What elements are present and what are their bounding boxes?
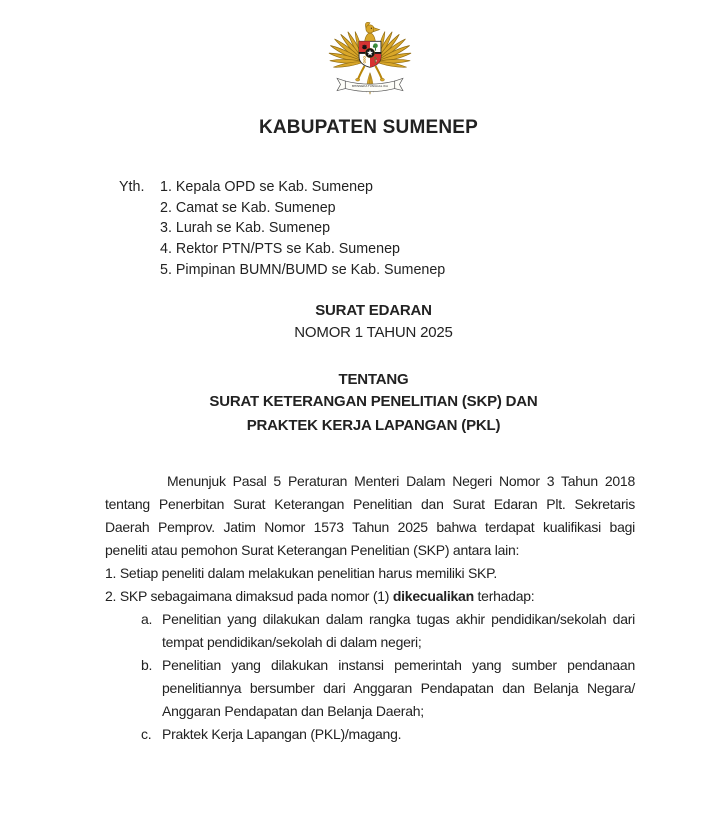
addressee-salutation: Yth.: [119, 179, 145, 195]
addressee-list: [160, 177, 445, 281]
addressee-item: 5. Pimpinan BUMN/BUMD se Kab. Sumenep: [160, 261, 446, 278]
subpoint-line: penelitiannya bersumber dari Anggaran Pendapatan dan Belanja Negara/: [162, 680, 635, 696]
subpoint-line: Penelitian yang dilakukan instansi pemerintah yang sumber pendanaan: [162, 657, 635, 673]
subpoint-line: Praktek Kerja Lapangan (PKL)/magang.: [162, 726, 402, 742]
subpoint-c: [105, 723, 635, 746]
point-2-suffix: terhadap:: [473, 588, 535, 604]
paragraph-line: tentang Penerbitan Surat Keterangan Penelitian dan Surat Edaran Plt. Sekretaris: [105, 496, 635, 512]
addressee-item: 4. Rektor PTN/PTS se Kab. Sumenep: [160, 241, 400, 258]
addressee-block: [119, 177, 445, 281]
subject-line-2: PRAKTEK KERJA LAPANGAN (PKL): [246, 417, 501, 434]
paragraph-line: Daerah Pemprov. Jatim Nomor 1573 Tahun 2025 bahwa terdapat kualifikasi bagi: [105, 519, 635, 535]
garuda-pancasila-emblem: [328, 7, 412, 103]
subpoint-line: Penelitian yang dilakukan dalam rangka tugas akhir pendidikan/sekolah dari: [162, 611, 635, 627]
doc-type-heading: SURAT EDARAN: [315, 302, 432, 319]
paragraph-line: peneliti atau pemohon Surat Keterangan Penelitian (SKP) antara lain:: [105, 542, 520, 558]
subpoint-marker: a.: [141, 611, 153, 627]
doc-number-heading: NOMOR 1 TAHUN 2025: [294, 324, 453, 341]
paragraph-line: Menunjuk Pasal 5 Peraturan Menteri Dalam Negeri Nomor 3 Tahun 2018: [167, 473, 635, 489]
addressee-item: 1. Kepala OPD se Kab. Sumenep: [160, 179, 373, 195]
pancasila-shield-icon: [359, 41, 381, 67]
body-text: [105, 470, 635, 746]
addressee-item: 2. Camat se Kab. Sumenep: [160, 199, 336, 216]
addressee-item: 3. Lurah se Kab. Sumenep: [160, 220, 331, 237]
subpoint-line: Anggaran Pendapatan dan Belanja Daerah;: [162, 703, 424, 719]
region-title: KABUPATEN SUMENEP: [258, 117, 479, 138]
head-icon: [365, 22, 379, 33]
body-point-1: 1. Setiap peneliti dalam melakukan penelitian harus memiliki SKP.: [105, 565, 498, 581]
motto-text: BHINNEKA TUNGGAL IKA: [351, 83, 389, 88]
subpoint-marker: c.: [141, 726, 152, 742]
subpoint-marker: b.: [141, 657, 153, 673]
subject-line-1: SURAT KETERANGAN PENELITIAN (SKP) DAN: [209, 393, 538, 410]
body-point-2: [105, 585, 635, 608]
point-2-prefix: 2. SKP sebagaimana dimaksud pada nomor (1): [105, 588, 393, 604]
point-2-bold-word: dikecualikan: [392, 588, 474, 604]
about-label-heading: TENTANG: [338, 371, 409, 388]
subpoint-b: [105, 654, 635, 723]
subpoint-line: tempat pendidikan/sekolah di dalam negeri;: [162, 634, 422, 650]
subpoint-a: [105, 608, 635, 654]
